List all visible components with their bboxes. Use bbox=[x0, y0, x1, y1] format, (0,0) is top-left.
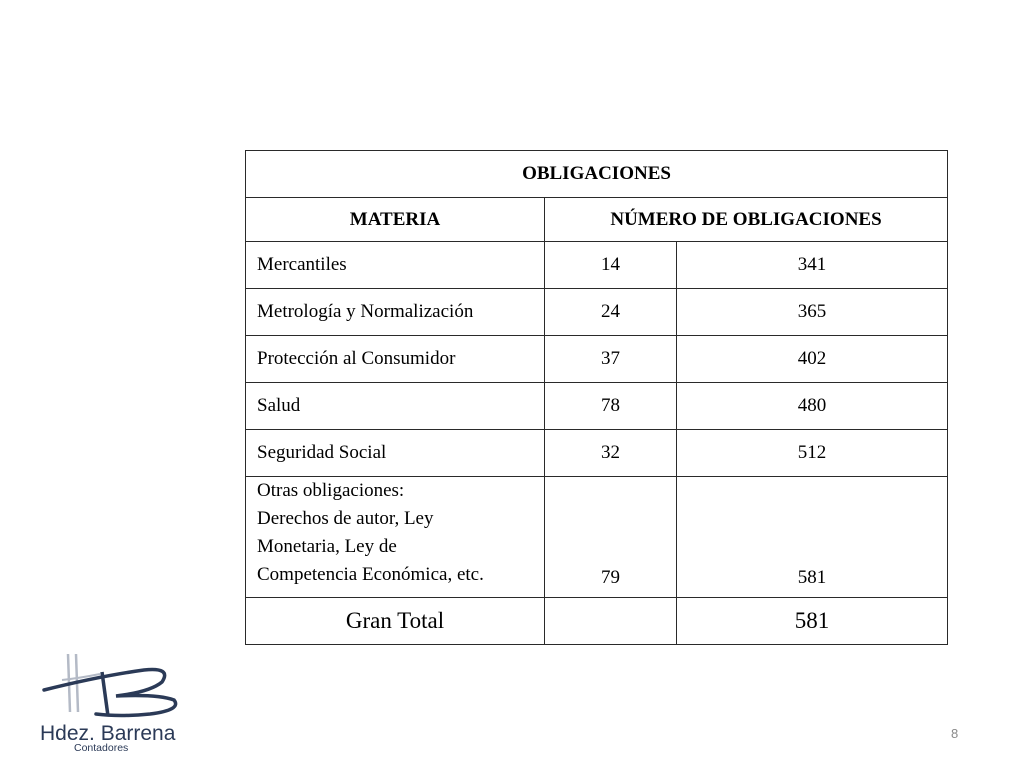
table-row bbox=[246, 336, 948, 383]
row-num1: 14 bbox=[545, 242, 677, 289]
row-num2: 365 bbox=[677, 289, 948, 336]
table-row bbox=[246, 242, 948, 289]
row-num2: 402 bbox=[677, 336, 948, 383]
row-num2: 341 bbox=[677, 242, 948, 289]
materia-line: Competencia Económica, etc. bbox=[257, 564, 484, 585]
header-materia: MATERIA bbox=[246, 198, 545, 242]
table-row bbox=[246, 289, 948, 336]
hdez-barrena-logo bbox=[40, 650, 210, 755]
row-num1: 78 bbox=[545, 383, 677, 430]
table-row bbox=[246, 477, 948, 598]
header-numero: NÚMERO DE OBLIGACIONES bbox=[545, 198, 948, 242]
row-num1: 37 bbox=[545, 336, 677, 383]
table-row bbox=[246, 430, 948, 477]
table-row bbox=[246, 383, 948, 430]
total-label: Gran Total bbox=[246, 598, 545, 645]
materia-line: Derechos de autor, Ley bbox=[257, 508, 434, 529]
row-num2: 512 bbox=[677, 430, 948, 477]
row-num1: 32 bbox=[545, 430, 677, 477]
row-materia: Protección al Consumidor bbox=[246, 336, 545, 383]
row-materia: Salud bbox=[246, 383, 545, 430]
total-num1 bbox=[545, 598, 677, 645]
materia-line: Otras obligaciones: bbox=[257, 480, 405, 501]
page-number: 8 bbox=[951, 726, 959, 741]
row-num1: 79 bbox=[545, 477, 677, 598]
row-materia: Mercantiles bbox=[246, 242, 545, 289]
total-row bbox=[246, 598, 948, 645]
row-materia: Metrología y Normalización bbox=[246, 289, 545, 336]
row-materia-multiline bbox=[246, 477, 545, 598]
obligaciones-table bbox=[245, 150, 948, 645]
materia-line: Monetaria, Ley de bbox=[257, 536, 397, 557]
logo-name: Hdez. Barrena bbox=[40, 722, 176, 745]
row-num2: 480 bbox=[677, 383, 948, 430]
row-num2: 581 bbox=[677, 477, 948, 598]
row-num1: 24 bbox=[545, 289, 677, 336]
logo-subtitle: Contadores bbox=[74, 742, 129, 754]
table-title: OBLIGACIONES bbox=[246, 151, 948, 198]
row-materia: Seguridad Social bbox=[246, 430, 545, 477]
total-num2: 581 bbox=[677, 598, 948, 645]
